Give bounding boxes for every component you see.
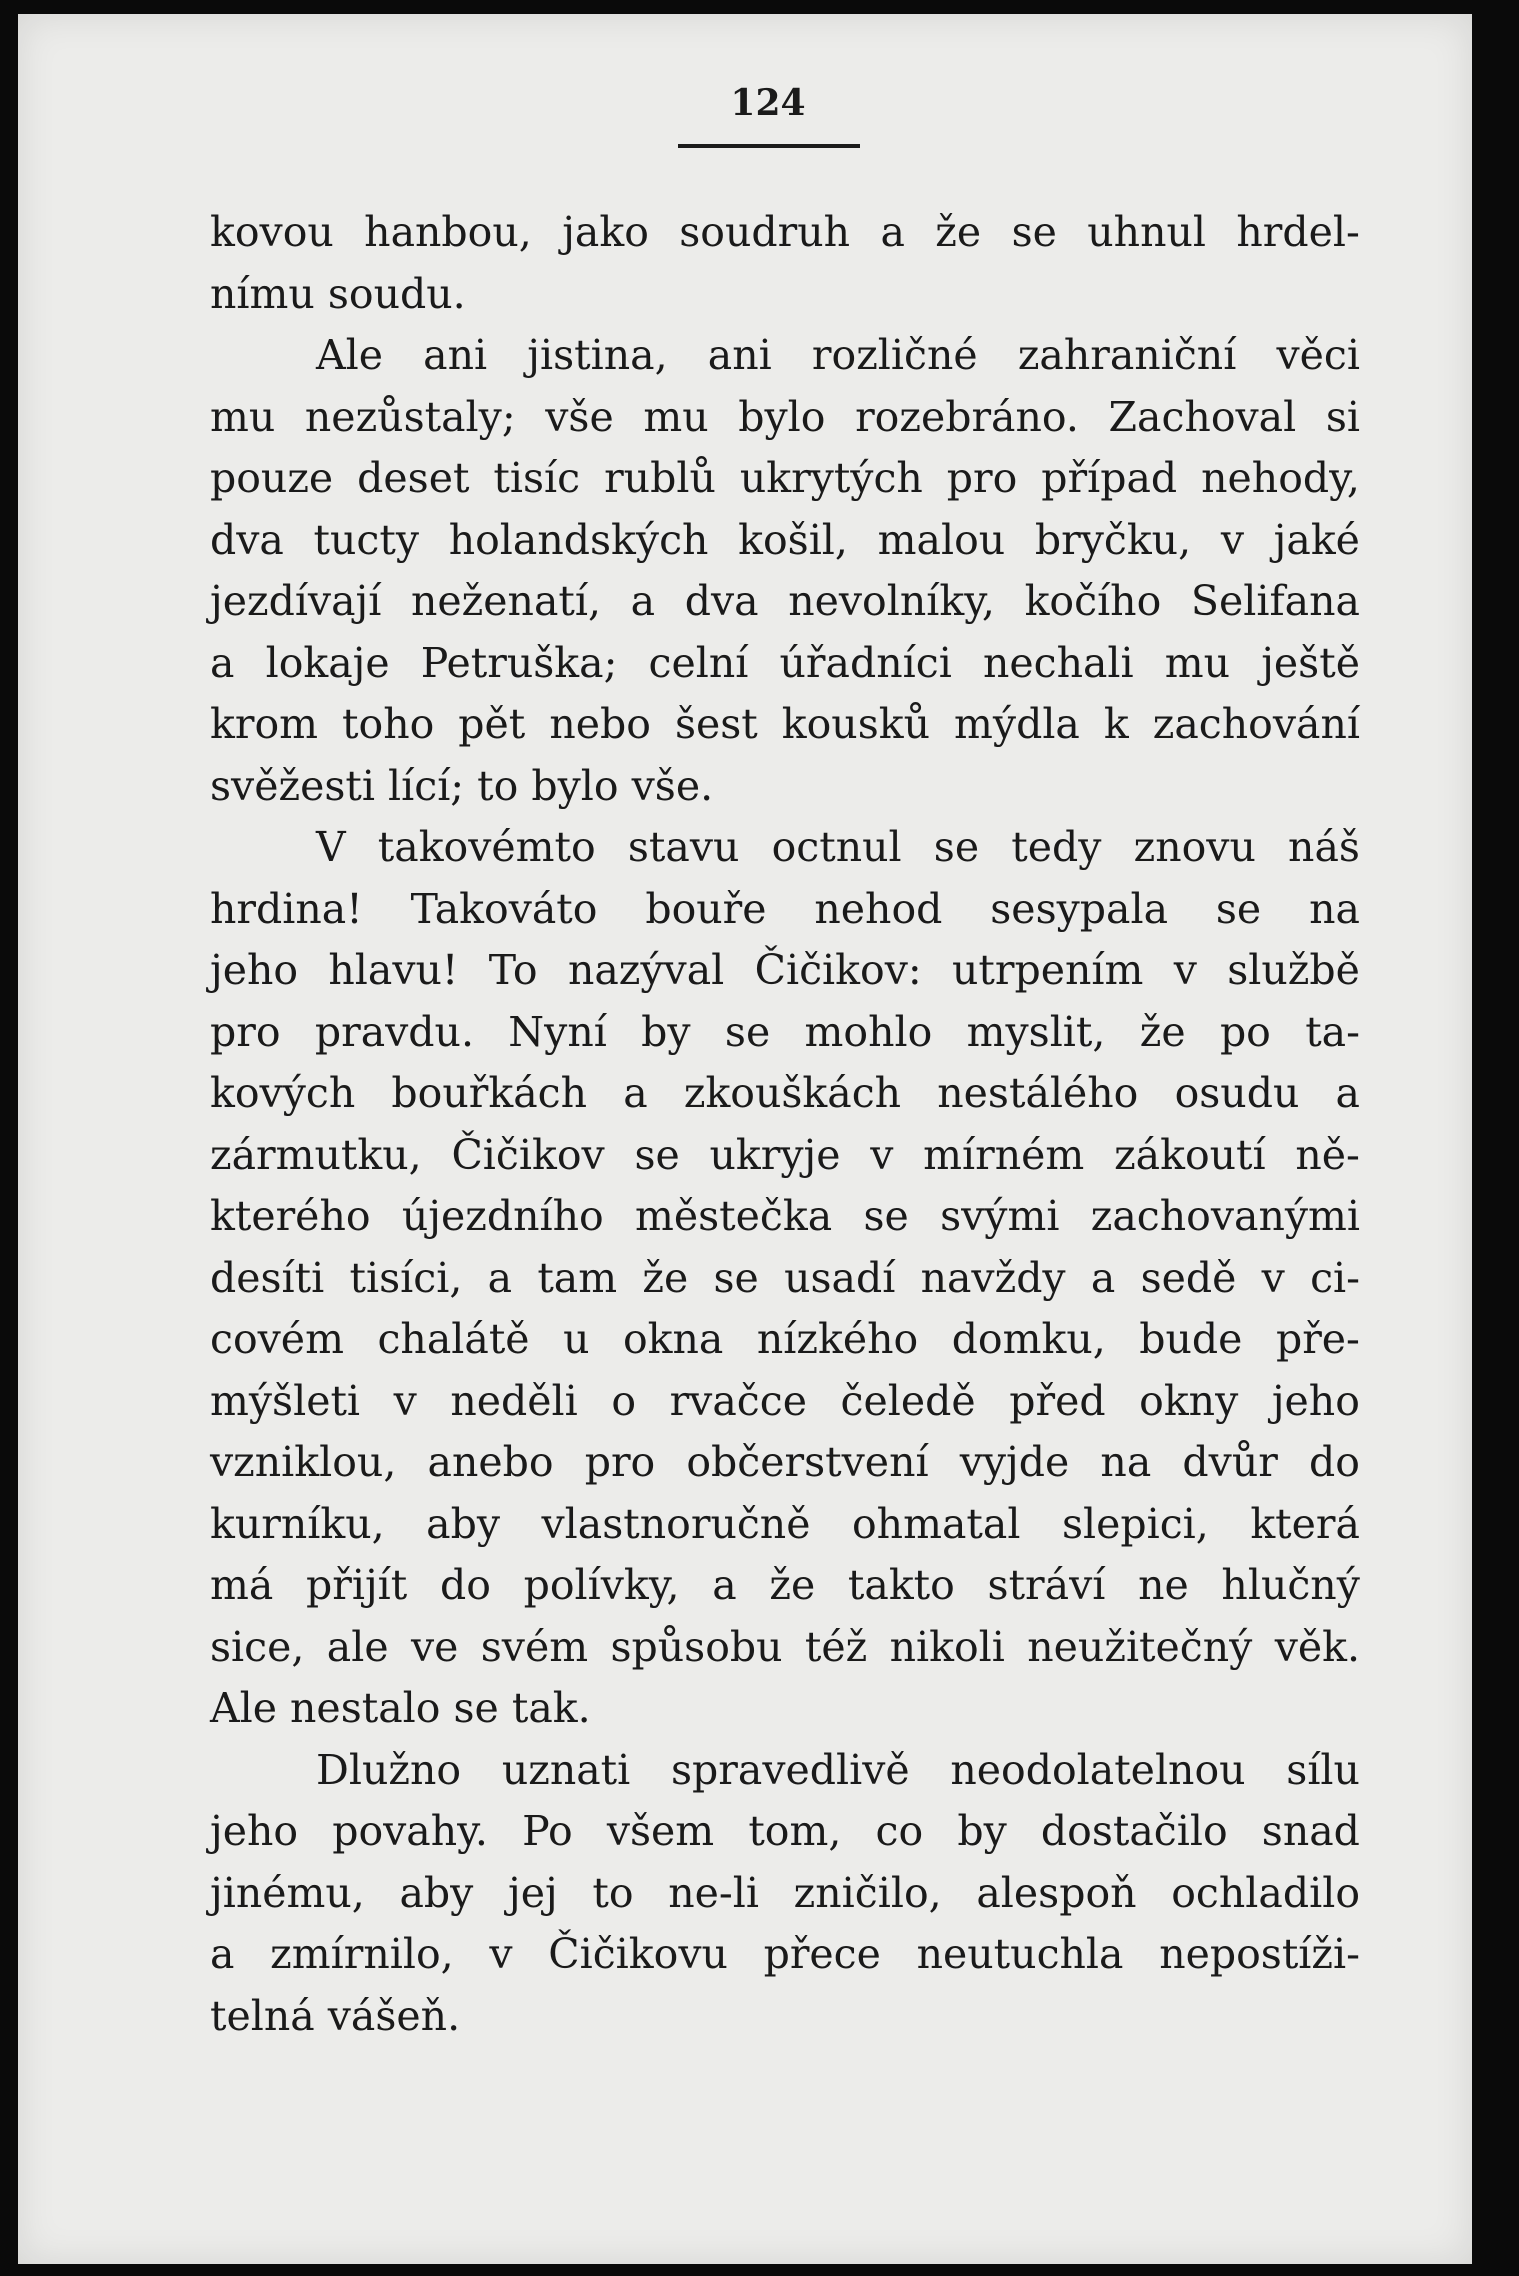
- text-line: [210, 202, 1360, 264]
- word: nestálého: [937, 1069, 1139, 1117]
- word: mírném: [923, 1130, 1085, 1179]
- word: jaké: [1273, 515, 1360, 564]
- word: vše.: [631, 761, 714, 810]
- word: utrpením: [952, 946, 1144, 994]
- word: neužitečný: [1027, 1622, 1253, 1671]
- word: občerstvení: [686, 1438, 929, 1486]
- word: vlastnoručně: [541, 1499, 811, 1548]
- word: věci: [1276, 331, 1360, 379]
- word: ale: [326, 1622, 389, 1671]
- word: v: [489, 1930, 513, 1978]
- text-line: [210, 1740, 1360, 1802]
- word: znovu: [1133, 823, 1256, 871]
- word: a: [210, 1930, 235, 1978]
- scan-edge: [1472, 0, 1519, 2276]
- word: zkouškách: [683, 1069, 902, 1117]
- word: a: [487, 1253, 513, 1302]
- word: polívky,: [523, 1561, 680, 1609]
- word: dva: [684, 577, 759, 625]
- word: nehody,: [1201, 454, 1360, 502]
- word: šest: [674, 700, 758, 748]
- word: zmírnilo,: [270, 1930, 454, 1978]
- word: V: [316, 823, 346, 871]
- word: zachovanými: [1090, 1192, 1360, 1240]
- word: alespoň: [976, 1868, 1137, 1917]
- word: úřadníci: [779, 638, 952, 687]
- word: okna: [622, 1315, 724, 1363]
- word: zákoutí: [1114, 1130, 1266, 1179]
- word: chalátě: [377, 1315, 530, 1363]
- word: která: [1250, 1499, 1360, 1548]
- word: hrdina!: [210, 884, 363, 933]
- word: nikoli: [889, 1622, 1005, 1671]
- word: sedě: [1140, 1253, 1237, 1302]
- word: vášeň.: [327, 1991, 461, 2040]
- word: to: [477, 761, 532, 810]
- word: že: [642, 1253, 689, 1302]
- word: se: [724, 1007, 771, 1056]
- word: jeho: [210, 1807, 299, 1855]
- word: hanbou,: [364, 208, 532, 256]
- word: ohmatal: [851, 1499, 1021, 1548]
- book-page: [18, 14, 1472, 2264]
- text-line: [210, 756, 1360, 818]
- word: o: [611, 1376, 636, 1425]
- word: se: [863, 1192, 909, 1240]
- word: tam: [537, 1253, 618, 1302]
- text-line: [210, 1371, 1360, 1433]
- word: do: [1308, 1438, 1360, 1486]
- word: lokaje: [265, 638, 390, 687]
- word: malou: [877, 515, 1006, 564]
- text-line: [210, 1678, 1360, 1740]
- word: nestalo: [290, 1684, 454, 1732]
- text-line: [210, 1863, 1360, 1925]
- word: mohlo: [804, 1007, 933, 1056]
- text-line: [210, 633, 1360, 695]
- word: ani: [423, 331, 488, 379]
- text-line: [210, 510, 1360, 572]
- word: nazýval: [567, 946, 725, 994]
- word: zahraniční: [1017, 331, 1237, 379]
- word: okny: [1139, 1376, 1239, 1425]
- word: tisíc: [493, 454, 581, 502]
- text-line: [210, 1555, 1360, 1617]
- word: povahy.: [332, 1807, 488, 1855]
- word: se: [1011, 208, 1057, 256]
- word: Čičikovu: [548, 1930, 728, 1978]
- word: svém: [480, 1622, 589, 1671]
- text-line: [210, 1063, 1360, 1125]
- word: po: [1219, 1007, 1271, 1056]
- word: soudruh: [679, 208, 851, 256]
- word: si: [1325, 392, 1360, 441]
- word: dvůr: [1182, 1438, 1278, 1486]
- text-line: [210, 1986, 1360, 2048]
- word: a: [623, 1069, 648, 1117]
- word: pro: [584, 1438, 656, 1486]
- word: co: [875, 1807, 924, 1855]
- word: hrdel-: [1236, 208, 1360, 256]
- word: lící;: [388, 761, 478, 810]
- word: též: [804, 1622, 868, 1671]
- word: ci-: [1310, 1253, 1360, 1302]
- word: ani: [707, 331, 772, 379]
- word: a: [712, 1561, 737, 1609]
- word: neženatí,: [411, 577, 602, 625]
- word: jezdívají: [210, 577, 382, 625]
- word: tucty: [313, 515, 420, 564]
- word: Čičikov: [451, 1130, 605, 1179]
- word: ve: [410, 1622, 459, 1671]
- text-line: [210, 1248, 1360, 1310]
- word: octnul: [771, 823, 902, 871]
- word: čeledě: [840, 1376, 976, 1425]
- word: jeho: [1271, 1376, 1360, 1425]
- word: takovémto: [377, 823, 596, 871]
- text-line: [210, 817, 1360, 879]
- word: se: [713, 1253, 759, 1302]
- word: bylo: [531, 761, 632, 810]
- word: sice,: [210, 1622, 305, 1671]
- word: v: [1220, 515, 1244, 564]
- word: Nyní: [508, 1007, 607, 1056]
- word: jeho: [210, 946, 299, 994]
- word: že: [1139, 1007, 1186, 1056]
- text-line: [210, 694, 1360, 756]
- word: Petruška;: [420, 638, 618, 687]
- word: hlavu!: [328, 946, 459, 994]
- word: sesypala: [990, 884, 1169, 933]
- word: bylo: [738, 392, 826, 441]
- word: spůsobu: [610, 1622, 783, 1671]
- word: pro: [210, 1007, 281, 1056]
- word: se: [1215, 884, 1262, 933]
- word: újezdního: [401, 1192, 604, 1240]
- word: a: [880, 208, 905, 256]
- word: pravdu.: [314, 1007, 474, 1056]
- word: a: [1335, 1069, 1360, 1117]
- word: uznati: [501, 1745, 631, 1794]
- word: a: [1090, 1253, 1116, 1302]
- word: Takováto: [410, 884, 598, 933]
- word: věk.: [1274, 1622, 1360, 1671]
- word: covém: [210, 1315, 344, 1363]
- word: bouřkách: [391, 1069, 588, 1117]
- text-line: [210, 1432, 1360, 1494]
- word: tisíci,: [349, 1253, 463, 1302]
- text-line: [210, 1125, 1360, 1187]
- word: bouře: [645, 884, 767, 933]
- word: takto: [847, 1561, 955, 1609]
- word: ne: [1138, 1561, 1189, 1609]
- word: městečka: [634, 1192, 833, 1240]
- word: ne-li: [668, 1868, 759, 1917]
- word: Čičikov:: [754, 946, 922, 994]
- word: vyjde: [959, 1438, 1070, 1486]
- word: neutuchla: [916, 1930, 1124, 1978]
- text-line: [210, 448, 1360, 510]
- word: pro: [946, 454, 1018, 502]
- word: jistina,: [527, 331, 668, 379]
- word: nehod: [814, 884, 943, 933]
- word: ještě: [1261, 638, 1360, 687]
- word: v: [393, 1376, 417, 1425]
- text-line: [210, 264, 1360, 326]
- word: stráví: [987, 1561, 1106, 1609]
- word: rvačce: [669, 1376, 807, 1425]
- word: usadí: [784, 1253, 896, 1302]
- word: ně-: [1295, 1130, 1360, 1179]
- word: vše: [545, 392, 614, 441]
- text-line: [210, 1309, 1360, 1371]
- word: myslit,: [966, 1007, 1106, 1056]
- word: soudu.: [327, 269, 466, 318]
- word: v: [1261, 1253, 1285, 1302]
- word: desíti: [210, 1253, 325, 1302]
- word: nímu: [210, 269, 328, 318]
- word: všem: [606, 1807, 715, 1855]
- word: náš: [1288, 823, 1360, 871]
- word: tak.: [511, 1684, 591, 1732]
- word: To: [488, 946, 538, 994]
- word: mu: [643, 392, 709, 441]
- word: u: [563, 1315, 590, 1363]
- text-line: [210, 571, 1360, 633]
- word: deset: [357, 454, 470, 502]
- word: a: [210, 638, 235, 687]
- word: případ: [1041, 454, 1178, 502]
- word: spravedlivě: [670, 1745, 910, 1794]
- word: snad: [1261, 1807, 1360, 1855]
- text-line: [210, 1494, 1360, 1556]
- word: hlučný: [1221, 1561, 1360, 1609]
- word: Selifana: [1190, 577, 1360, 625]
- word: tom,: [748, 1807, 842, 1855]
- body-text: [210, 202, 1360, 2047]
- text-line: [210, 387, 1360, 449]
- word: a: [630, 577, 656, 625]
- word: kových: [210, 1069, 356, 1117]
- word: neodolatelnou: [950, 1745, 1246, 1794]
- word: pět: [458, 700, 526, 748]
- word: Zachoval: [1108, 392, 1297, 441]
- word: ta-: [1305, 1007, 1360, 1056]
- word: ukrytých: [739, 454, 923, 502]
- word: osudu: [1174, 1069, 1300, 1117]
- word: by: [957, 1807, 1007, 1855]
- word: bryčku,: [1034, 515, 1192, 564]
- text-line: [210, 1617, 1360, 1679]
- page-number-rule: [678, 144, 860, 148]
- word: k: [1103, 700, 1129, 748]
- word: jinému,: [210, 1868, 365, 1917]
- word: se: [453, 1684, 512, 1732]
- word: Ale: [316, 331, 383, 379]
- word: kurníku,: [210, 1499, 385, 1548]
- text-line: [210, 325, 1360, 387]
- word: pře-: [1275, 1315, 1360, 1363]
- word: rozebráno.: [855, 392, 1079, 441]
- word: Ale: [210, 1684, 291, 1732]
- text-line: [210, 1002, 1360, 1064]
- word: dostačilo: [1040, 1807, 1228, 1855]
- word: kočího: [1024, 577, 1162, 625]
- word: kovou: [210, 208, 334, 256]
- word: telná: [210, 1991, 328, 2040]
- word: nevolníky,: [788, 577, 995, 625]
- word: mýdla: [954, 700, 1080, 748]
- word: to: [592, 1868, 634, 1917]
- word: že: [935, 208, 982, 256]
- word: přece: [763, 1930, 881, 1978]
- word: se: [634, 1130, 680, 1179]
- word: zachování: [1152, 700, 1360, 748]
- word: neděli: [450, 1376, 578, 1425]
- word: v: [870, 1130, 894, 1179]
- text-line: [210, 1801, 1360, 1863]
- word: nechali: [982, 638, 1134, 687]
- word: do: [439, 1561, 491, 1609]
- word: navždy: [920, 1253, 1066, 1302]
- word: kterého: [210, 1192, 371, 1240]
- word: uhnul: [1087, 208, 1207, 256]
- word: slepici,: [1061, 1499, 1209, 1548]
- word: že: [769, 1561, 816, 1609]
- word: bude: [1139, 1315, 1243, 1363]
- word: stavu: [627, 823, 740, 871]
- word: mýšleti: [210, 1376, 361, 1425]
- word: Po: [522, 1807, 573, 1855]
- word: tedy: [1011, 823, 1102, 871]
- word: svými: [940, 1192, 1060, 1240]
- word: Dlužno: [316, 1745, 462, 1794]
- word: na: [1100, 1438, 1152, 1486]
- word: aby: [399, 1868, 474, 1917]
- page-number: 124: [730, 82, 806, 124]
- word: nebo: [549, 700, 651, 748]
- word: má: [210, 1561, 274, 1609]
- word: toho: [342, 700, 435, 748]
- word: nezůstaly;: [304, 392, 516, 441]
- word: rublů: [604, 454, 716, 502]
- word: holandských: [448, 515, 709, 564]
- word: rozličné: [811, 331, 978, 379]
- word: anebo: [427, 1438, 554, 1486]
- word: nízkého: [756, 1315, 919, 1363]
- word: na: [1309, 884, 1360, 933]
- word: kousků: [781, 700, 931, 748]
- word: sílu: [1286, 1745, 1360, 1794]
- word: by: [641, 1007, 691, 1056]
- word: dva: [210, 515, 284, 564]
- word: se: [933, 823, 980, 871]
- word: ukryje: [709, 1130, 841, 1179]
- text-line: [210, 1924, 1360, 1986]
- word: zármutku,: [210, 1130, 422, 1179]
- word: před: [1009, 1376, 1106, 1425]
- word: jej: [508, 1868, 558, 1917]
- word: aby: [426, 1499, 501, 1548]
- text-line: [210, 879, 1360, 941]
- word: mu: [210, 392, 276, 441]
- word: krom: [210, 700, 319, 748]
- word: celní: [648, 638, 749, 687]
- word: svěžesti: [210, 761, 388, 810]
- word: vzniklou,: [210, 1438, 397, 1486]
- text-line: [210, 1186, 1360, 1248]
- text-line: [210, 940, 1360, 1002]
- word: pouze: [210, 454, 334, 502]
- word: jako: [562, 208, 649, 256]
- word: nepostíži-: [1159, 1930, 1360, 1978]
- word: domku,: [951, 1315, 1106, 1363]
- word: zničilo,: [793, 1868, 942, 1917]
- word: mu: [1164, 638, 1231, 687]
- word: službě: [1227, 946, 1360, 994]
- word: košil,: [738, 515, 848, 564]
- word: přijít: [306, 1561, 408, 1609]
- word: ochladilo: [1171, 1868, 1360, 1917]
- word: v: [1173, 946, 1197, 994]
